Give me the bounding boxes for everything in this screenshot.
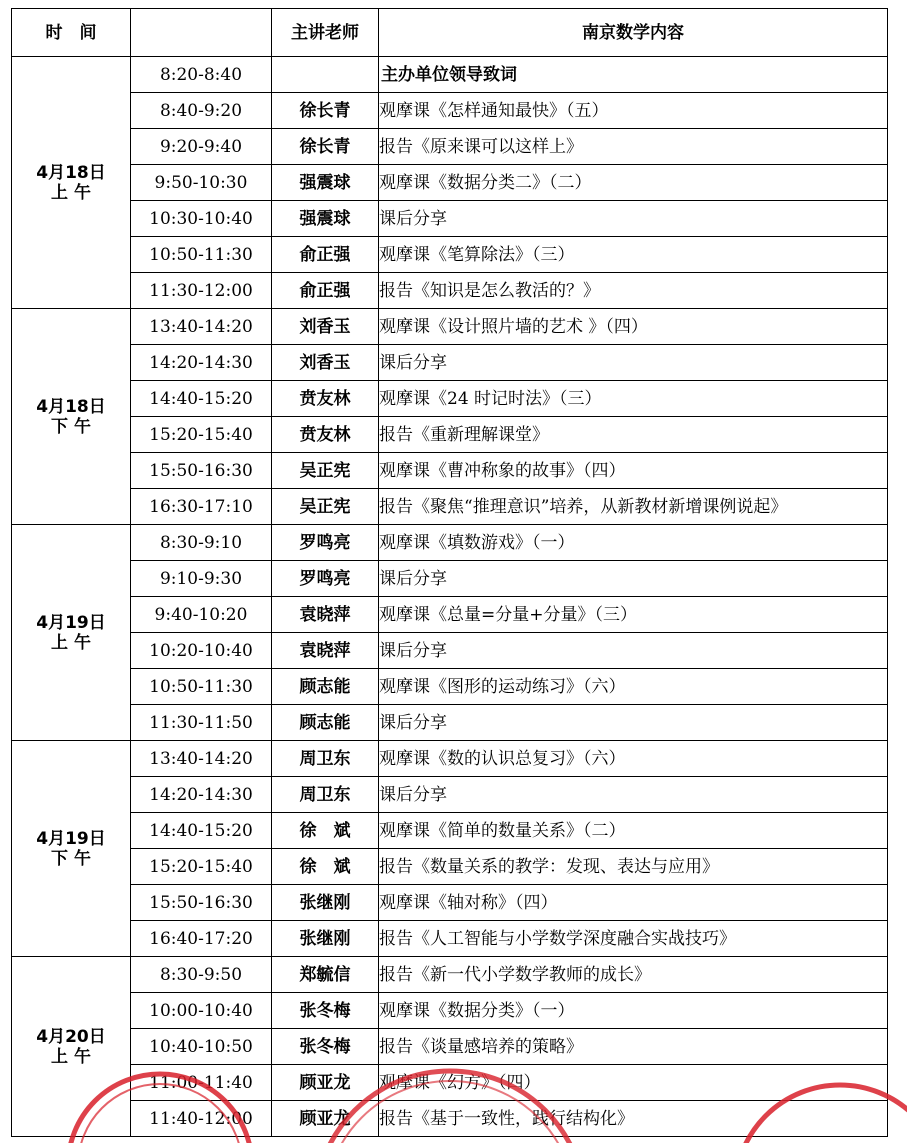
header-time-slot — [131, 9, 272, 57]
teacher-cell: 周卫东 — [272, 741, 379, 777]
content-cell: 报告《数量关系的教学：发现、表达与应用》 — [379, 849, 888, 885]
content-cell: 观摩课《数据分类》（一） — [379, 993, 888, 1029]
content-cell: 观摩课《怎样通知最快》（五） — [379, 93, 888, 129]
teacher-cell: 贲友林 — [272, 417, 379, 453]
table-row — [12, 885, 888, 921]
time-cell: 10:00-10:40 — [131, 993, 272, 1029]
time-cell: 15:50-16:30 — [131, 453, 272, 489]
content-cell: 报告《聚焦“推理意识”培养，从新教材新增课例说起》 — [379, 489, 888, 525]
time-cell: 14:40-15:20 — [131, 813, 272, 849]
table-row — [12, 201, 888, 237]
time-cell: 9:10-9:30 — [131, 561, 272, 597]
table-row — [12, 57, 888, 93]
teacher-cell: 袁晓萍 — [272, 633, 379, 669]
time-cell: 15:20-15:40 — [131, 417, 272, 453]
content-cell: 观摩课《数的认识总复习》（六） — [379, 741, 888, 777]
content-cell: 观摩课《24 时记时法》（三） — [379, 381, 888, 417]
time-cell: 11:30-12:00 — [131, 273, 272, 309]
time-cell: 11:30-11:50 — [131, 705, 272, 741]
content-cell: 课后分享 — [379, 561, 888, 597]
date-label: 4月18日 — [36, 396, 106, 417]
teacher-cell: 张继刚 — [272, 885, 379, 921]
teacher-cell: 周卫东 — [272, 777, 379, 813]
teacher-cell: 刘香玉 — [272, 309, 379, 345]
time-cell: 8:30-9:10 — [131, 525, 272, 561]
header-row — [12, 9, 888, 57]
time-cell: 14:40-15:20 — [131, 381, 272, 417]
time-cell: 16:30-17:10 — [131, 489, 272, 525]
time-cell: 11:40-12:00 — [131, 1101, 272, 1137]
table-row — [12, 165, 888, 201]
table-row — [12, 489, 888, 525]
teacher-cell: 俞正强 — [272, 237, 379, 273]
teacher-cell: 俞正强 — [272, 273, 379, 309]
table-row — [12, 849, 888, 885]
date-cell — [12, 525, 131, 741]
session-label: 上 午 — [51, 182, 91, 203]
time-cell: 14:20-14:30 — [131, 345, 272, 381]
table-row — [12, 597, 888, 633]
table-row — [12, 1029, 888, 1065]
teacher-cell: 徐 斌 — [272, 813, 379, 849]
teacher-cell: 张继刚 — [272, 921, 379, 957]
content-cell: 课后分享 — [379, 345, 888, 381]
teacher-cell: 罗鸣亮 — [272, 561, 379, 597]
date-cell — [12, 57, 131, 309]
time-cell: 15:50-16:30 — [131, 885, 272, 921]
header-content: 南京数学内容 — [379, 9, 888, 57]
time-cell: 15:20-15:40 — [131, 849, 272, 885]
date-label: 4月20日 — [36, 1026, 106, 1047]
session-label: 下 午 — [51, 848, 91, 869]
teacher-cell: 郑毓信 — [272, 957, 379, 993]
teacher-cell: 张冬梅 — [272, 1029, 379, 1065]
time-cell: 8:40-9:20 — [131, 93, 272, 129]
time-cell: 9:40-10:20 — [131, 597, 272, 633]
content-cell: 观摩课《曹冲称象的故事》（四） — [379, 453, 888, 489]
time-cell: 8:30-9:50 — [131, 957, 272, 993]
date-label: 4月18日 — [36, 162, 106, 183]
content-cell: 观摩课《总量=分量+分量》（三） — [379, 597, 888, 633]
content-cell: 观摩课《图形的运动练习》（六） — [379, 669, 888, 705]
time-cell: 10:40-10:50 — [131, 1029, 272, 1065]
table-row — [12, 309, 888, 345]
time-cell: 10:20-10:40 — [131, 633, 272, 669]
date-cell — [12, 741, 131, 957]
table-row — [12, 1065, 888, 1101]
content-cell: 报告《重新理解课堂》 — [379, 417, 888, 453]
teacher-cell: 贲友林 — [272, 381, 379, 417]
date-cell — [12, 957, 131, 1137]
teacher-cell: 徐长青 — [272, 93, 379, 129]
teacher-cell: 张冬梅 — [272, 993, 379, 1029]
table-row — [12, 813, 888, 849]
content-cell: 观摩课《简单的数量关系》（二） — [379, 813, 888, 849]
time-cell: 13:40-14:20 — [131, 309, 272, 345]
content-cell: 课后分享 — [379, 777, 888, 813]
content-cell: 报告《新一代小学数学教师的成长》 — [379, 957, 888, 993]
session-label: 下 午 — [51, 416, 91, 437]
table-row — [12, 1101, 888, 1137]
teacher-cell: 吴正宪 — [272, 489, 379, 525]
teacher-cell: 顾亚龙 — [272, 1101, 379, 1137]
table-row — [12, 345, 888, 381]
table-row — [12, 273, 888, 309]
table-row — [12, 129, 888, 165]
table-row — [12, 237, 888, 273]
table-row — [12, 93, 888, 129]
table-row — [12, 561, 888, 597]
teacher-cell: 强震球 — [272, 165, 379, 201]
content-cell: 课后分享 — [379, 201, 888, 237]
content-cell: 课后分享 — [379, 633, 888, 669]
content-cell: 主办单位领导致词 — [379, 57, 888, 93]
content-cell: 观摩课《设计照片墙的艺术 》（四） — [379, 309, 888, 345]
session-label: 上 午 — [51, 632, 91, 653]
time-cell: 13:40-14:20 — [131, 741, 272, 777]
content-cell: 报告《原来课可以这样上》 — [379, 129, 888, 165]
table-row — [12, 957, 888, 993]
content-cell: 报告《基于一致性，践行结构化》 — [379, 1101, 888, 1137]
time-cell: 9:50-10:30 — [131, 165, 272, 201]
time-cell: 10:30-10:40 — [131, 201, 272, 237]
time-cell: 9:20-9:40 — [131, 129, 272, 165]
time-cell: 10:50-11:30 — [131, 237, 272, 273]
teacher-cell: 罗鸣亮 — [272, 525, 379, 561]
table-row — [12, 417, 888, 453]
session-label: 上 午 — [51, 1046, 91, 1067]
date-label: 4月19日 — [36, 828, 106, 849]
teacher-cell: 强震球 — [272, 201, 379, 237]
content-cell: 报告《人工智能与小学数学深度融合实战技巧》 — [379, 921, 888, 957]
table-row — [12, 705, 888, 741]
content-cell: 观摩课《幻方》（四） — [379, 1065, 888, 1101]
date-cell — [12, 309, 131, 525]
header-teacher: 主讲老师 — [272, 9, 379, 57]
content-cell: 观摩课《笔算除法》（三） — [379, 237, 888, 273]
teacher-cell: 刘香玉 — [272, 345, 379, 381]
schedule-body — [12, 57, 888, 1137]
table-row — [12, 453, 888, 489]
table-row — [12, 633, 888, 669]
header-time: 时 间 — [12, 9, 131, 57]
time-cell: 11:00-11:40 — [131, 1065, 272, 1101]
time-cell: 16:40-17:20 — [131, 921, 272, 957]
teacher-cell — [272, 57, 379, 93]
schedule-table — [11, 8, 888, 1137]
content-cell: 报告《知识是怎么教活的？》 — [379, 273, 888, 309]
table-row — [12, 669, 888, 705]
teacher-cell: 顾亚龙 — [272, 1065, 379, 1101]
content-cell: 观摩课《数据分类二》（二） — [379, 165, 888, 201]
teacher-cell: 袁晓萍 — [272, 597, 379, 633]
date-label: 4月19日 — [36, 612, 106, 633]
teacher-cell: 徐 斌 — [272, 849, 379, 885]
table-row — [12, 525, 888, 561]
table-row — [12, 777, 888, 813]
table-row — [12, 741, 888, 777]
content-cell: 观摩课《轴对称》（四） — [379, 885, 888, 921]
teacher-cell: 徐长青 — [272, 129, 379, 165]
content-cell: 课后分享 — [379, 705, 888, 741]
table-row — [12, 921, 888, 957]
table-row — [12, 993, 888, 1029]
teacher-cell: 顾志能 — [272, 705, 379, 741]
table-row — [12, 381, 888, 417]
time-cell: 8:20-8:40 — [131, 57, 272, 93]
time-cell: 14:20-14:30 — [131, 777, 272, 813]
teacher-cell: 顾志能 — [272, 669, 379, 705]
content-cell: 观摩课《填数游戏》（一） — [379, 525, 888, 561]
teacher-cell: 吴正宪 — [272, 453, 379, 489]
time-cell: 10:50-11:30 — [131, 669, 272, 705]
content-cell: 报告《谈量感培养的策略》 — [379, 1029, 888, 1065]
